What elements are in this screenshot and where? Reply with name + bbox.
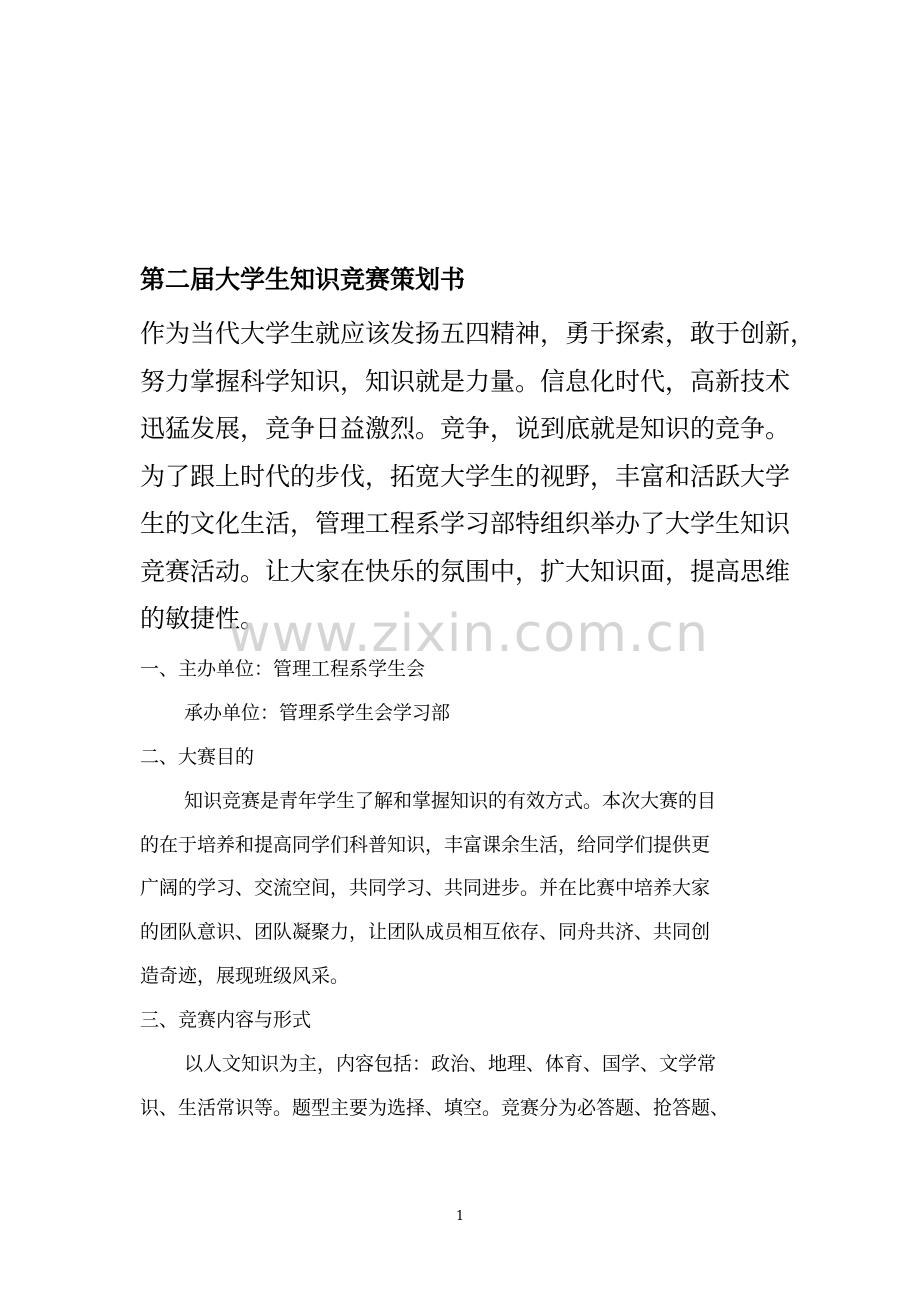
intro-line: 努力掌握科学知识，知识就是力量。信息化时代，高新技术: [140, 366, 791, 396]
intro-line: 为了跟上时代的步伐，拓宽大学生的视野，丰富和活跃大学: [140, 461, 791, 491]
purpose-line: 广阔的学习、交流空间，共同学习、共同进步。并在比赛中培养大家: [140, 877, 711, 900]
purpose-line: 的团队意识、团队凝聚力，让团队成员相互依存、同舟共济、共同创: [140, 921, 711, 944]
purpose-line: 的在于培养和提高同学们科普知识，丰富课余生活，给同学们提供更: [140, 833, 711, 856]
intro-line: 竞赛活动。让大家在快乐的氛围中，扩大知识面，提高思维: [140, 556, 791, 586]
intro-line: 生的文化生活，管理工程系学习部特组织举办了大学生知识: [140, 509, 791, 538]
content-line: 以人文知识为主，内容包括：政治、地理、体育、国学、文学常: [184, 1053, 717, 1076]
page-number: 1: [455, 1209, 465, 1224]
intro-paragraph: [140, 310, 816, 643]
purpose-line: 造奇迹，展现班级风采。: [140, 965, 350, 988]
intro-line: 迅猛发展，竞争日益激烈。竞争，说到底就是知识的竞争。: [140, 414, 791, 443]
section-heading-content: 三、竞赛内容与形式: [140, 1009, 312, 1032]
content-line: 识、生活常识等。题型主要为选择、填空。竞赛分为必答题、抢答题、: [140, 1096, 730, 1119]
organizer-line: 一、主办单位：管理工程系学生会: [140, 658, 426, 680]
intro-line: 的敏捷性。: [140, 604, 266, 633]
intro-line: 作为当代大学生就应该发扬五四精神，勇于探索，敢于创新，: [140, 319, 816, 348]
section-heading-purpose: 二、大赛目的: [140, 745, 255, 768]
co-organizer-line: 承办单位：管理系学生会学习部: [184, 701, 451, 724]
document-body: [140, 648, 790, 1131]
watermark-text: www.zixin.com.cn: [228, 604, 709, 664]
document-title: 第二届大学生知识竞赛策划书: [140, 265, 466, 294]
purpose-line: 知识竞赛是青年学生了解和掌握知识的有效方式。本次大赛的目: [184, 789, 717, 812]
